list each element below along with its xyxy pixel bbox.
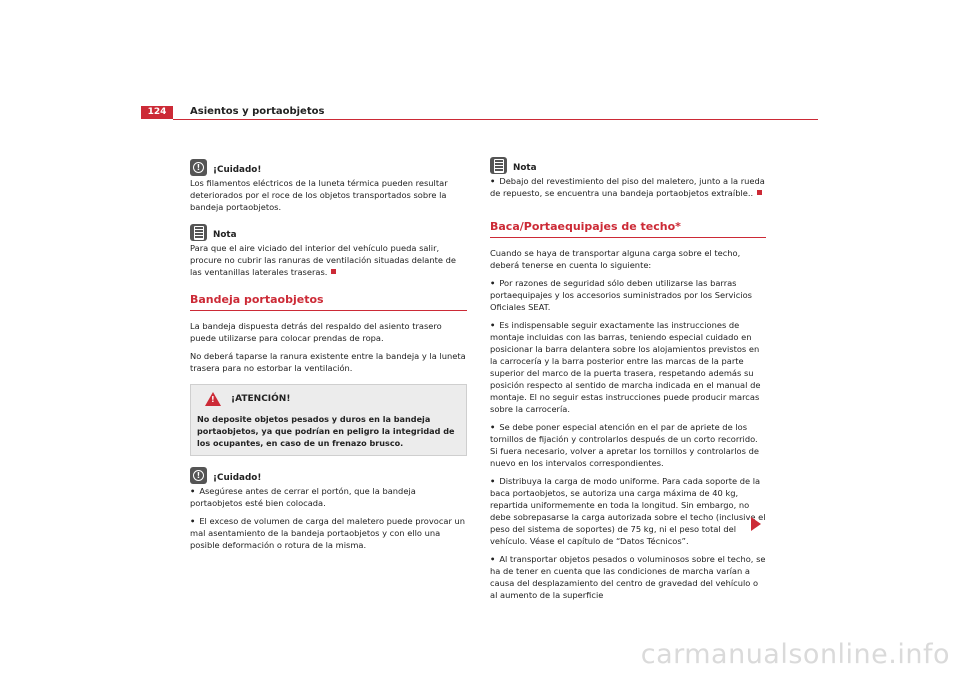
section-title: Baca/Portaequipajes de techo* [490, 219, 766, 238]
end-mark-icon [331, 269, 336, 274]
list-item: • Al transportar objetos pesados o voluminosos sobre el techo, se ha de tener en cuenta que las condiciones de marcha varían a causa del desplazamiento del centro de gravedad del vehículo o al aumento de la superficie [490, 554, 766, 600]
caution-heading [190, 466, 467, 484]
right-column [490, 156, 766, 607]
list-item: • Es indispensable seguir exactamente las instrucciones de montaje incluidas con las barras, teniendo especial cuidado en posicionar la barra delantera sobre los alojamientos previstos en la carrocería y la barra posterior entre las marcas de la parte superior del marco de la puerta trasera, respetando además su posición respecto al sentido de marcha indicada en el manual de montaje. El no seguir estas instrucciones puede producir marcas sobre la carrocería. [490, 320, 761, 414]
caution-label: ¡Cuidado! [213, 165, 262, 175]
paragraph: Cuando se haya de transportar alguna carga sobre el techo, deberá tenerse en cuenta lo siguiente: [490, 248, 741, 270]
warning-triangle-icon [205, 392, 221, 406]
list-item: • Debajo del revestimiento del piso del maletero, junto a la rueda de repuesto, se encuentra una bandeja portaobjetos extraíble.. [490, 176, 765, 198]
list-item: • Asegúrese antes de cerrar el portón, que la bandeja portaobjetos esté bien colocada. [190, 486, 416, 508]
paragraph: No deberá taparse la ranura existente entre la bandeja y la luneta trasera para no estorbar la ventilación. [190, 351, 466, 373]
note-label: Nota [513, 163, 537, 173]
attention-label: ¡ATENCIÓN! [231, 394, 291, 404]
left-column [190, 158, 467, 557]
page-number: 124 [141, 106, 173, 119]
note-icon [490, 157, 507, 174]
list-item: • Por razones de seguridad sólo deben utilizarse las barras portaequipajes y los accesorios suministrados por los Servicios Oficiales SEAT. [490, 278, 753, 312]
note-icon [190, 224, 207, 241]
caution-label: ¡Cuidado! [213, 473, 262, 483]
caution-heading [190, 158, 467, 176]
watermark: carmanualsonline.info [640, 639, 950, 670]
note-label: Nota [213, 230, 237, 240]
paragraph: La bandeja dispuesta detrás del respaldo del asiento trasero puede utilizarse para colocar prendas de ropa. [190, 321, 442, 343]
warning-icon [190, 159, 207, 176]
attention-box [190, 384, 467, 456]
section-title: Bandeja portaobjetos [190, 292, 467, 311]
list-item: • Distribuya la carga de modo uniforme. Para cada soporte de la baca portaobjetos, se autoriza una carga máxima de 40 kg, repartida uniformemente en toda la longitud. Sin embargo, no debe sobrepasarse la carga autorizada sobre el techo (inclusive el peso del sistema de soportes) de 75 kg, ni el peso total del vehículo. Véase el capítulo de “Datos Técnicos”. [490, 476, 766, 546]
warning-icon [190, 467, 207, 484]
header-rule [173, 119, 818, 120]
continue-arrow-icon [751, 517, 761, 531]
end-mark-icon [757, 190, 762, 195]
note-text: Para que el aire viciado del interior del vehículo pueda salir, procure no cubrir las ranuras de ventilación situadas delante de las ventanillas laterales traseras. [190, 243, 456, 277]
list-item: • El exceso de volumen de carga del maletero puede provocar un mal asentamiento de la bandeja portaobjetos y con ello una posible deformación o rotura de la misma. [190, 516, 466, 550]
note-heading [190, 223, 467, 241]
caution-text: Los filamentos eléctricos de la luneta térmica pueden resultar deteriorados por el roce de los objetos transportados sobre la bandeja portaobjetos. [190, 178, 448, 212]
note-heading [490, 156, 766, 174]
list-item: • Se debe poner especial atención en el par de apriete de los tornillos de fijación y controlarlos después de un corto recorrido. Si fuera necesario, volver a apretar los tornillos y controlarlos de nuevo en los intervalos correspondientes. [490, 422, 759, 468]
page-title: Asientos y portaobjetos [190, 106, 325, 117]
attention-text: No deposite objetos pesados y duros en la bandeja portaobjetos, ya que podrían en peligro la integridad de los ocupantes, en caso de un frenazo brusco. [197, 414, 455, 448]
